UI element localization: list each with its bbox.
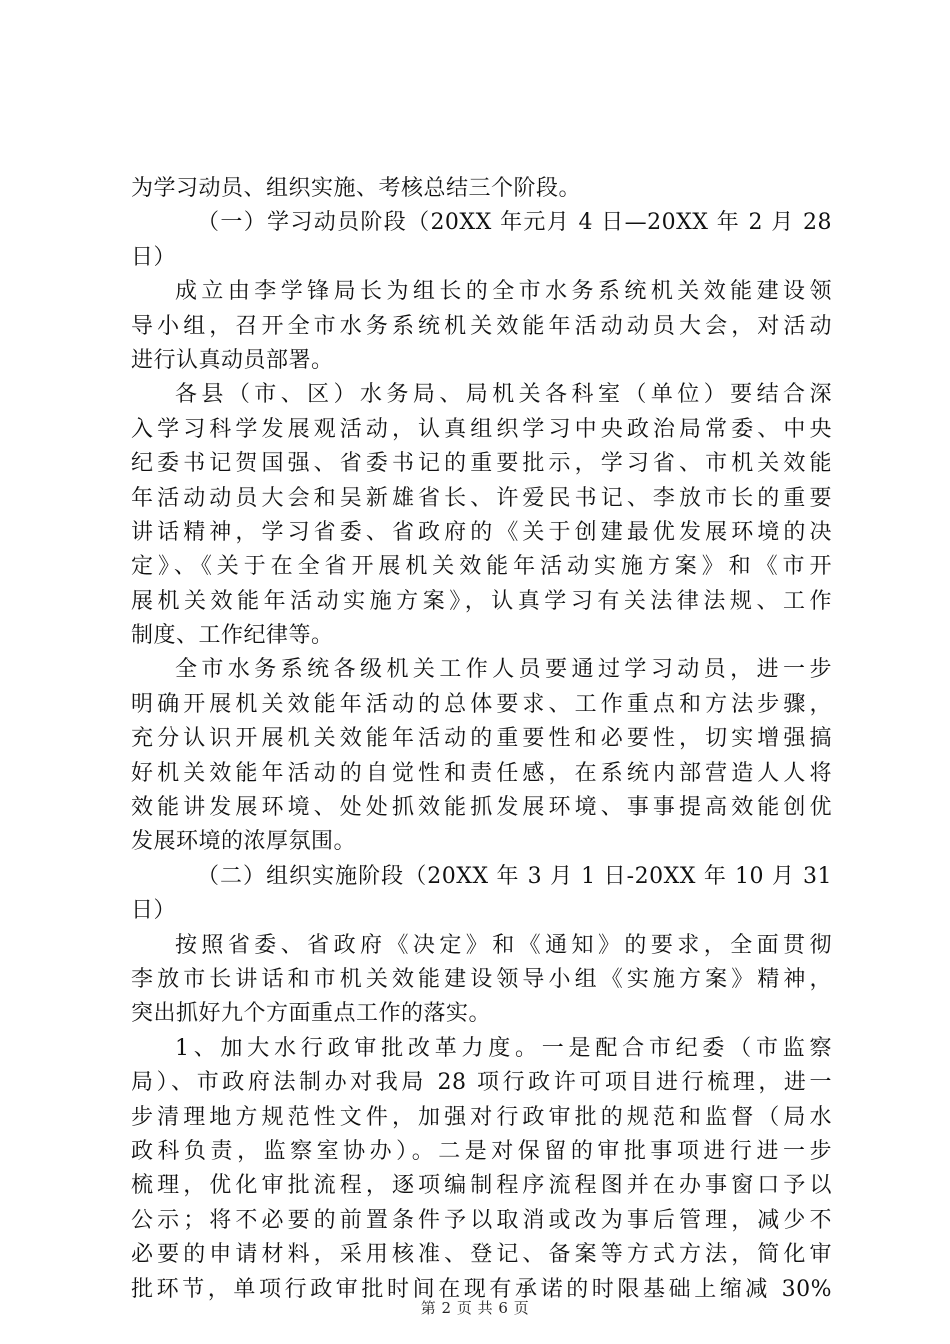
paragraph-line: 效能讲发展环境、处处抓效能抓发展环境、事事提高效能创优 bbox=[131, 795, 832, 821]
paragraph-line: 梳理，优化审批流程，逐项编制程序流程图并在办事窗口予以 bbox=[131, 1173, 832, 1199]
paragraph-line: 好机关效能年活动的自觉性和责任感，在系统内部营造人人将 bbox=[131, 760, 832, 786]
paragraph-line: 进行认真动员部署。 bbox=[131, 347, 334, 373]
paragraph-line: 1、加大水行政审批改革力度。一是配合市纪委（市监察 bbox=[175, 1035, 832, 1061]
paragraph-line: 各县（市、区）水务局、局机关各科室（单位）要结合深 bbox=[175, 382, 832, 408]
section-heading: （一）学习动员阶段（20XX 年元月 4 日—20XX 年 2 月 28 bbox=[197, 210, 832, 236]
paragraph-line: 全市水务系统各级机关工作人员要通过学习动员，进一步 bbox=[175, 657, 832, 683]
paragraph-line: 公示；将不必要的前置条件予以取消或改为事后管理，减少不 bbox=[131, 1207, 832, 1233]
paragraph-line: 明确开展机关效能年活动的总体要求、工作重点和方法步骤， bbox=[131, 691, 832, 717]
paragraph-line: 按照省委、省政府《决定》和《通知》的要求，全面贯彻 bbox=[175, 932, 832, 958]
paragraph-line: 定》、《关于在全省开展机关效能年活动实施方案》和《市开 bbox=[131, 554, 832, 580]
text-line: 日） bbox=[131, 898, 177, 924]
document-body bbox=[131, 172, 832, 1307]
paragraph-line: 步清理地方规范性文件，加强对行政审批的规范和监督（局水 bbox=[131, 1104, 832, 1130]
paragraph-line: 制度、工作纪律等。 bbox=[131, 623, 334, 649]
paragraph-line: 局）、市政府法制办对我局 28 项行政许可项目进行梳理，进一 bbox=[131, 1070, 832, 1096]
paragraph-line: 突出抓好九个方面重点工作的落实。 bbox=[131, 1001, 492, 1027]
paragraph-line: 展机关效能年活动实施方案》，认真学习有关法律法规、工作 bbox=[131, 588, 832, 614]
paragraph-line: 必要的申请材料，采用核准、登记、备案等方式方法，简化审 bbox=[131, 1242, 832, 1268]
paragraph-line: 批环节，单项行政审批时间在现有承诺的时限基础上缩减 30% bbox=[131, 1276, 832, 1302]
paragraph-line: 李放市长讲话和市机关效能建设领导小组《实施方案》精神， bbox=[131, 966, 832, 992]
paragraph-line: 讲话精神，学习省委、省政府的《关于创建最优发展环境的决 bbox=[131, 519, 832, 545]
text-line: 为学习动员、组织实施、考核总结三个阶段。 bbox=[131, 176, 582, 201]
paragraph-line: 发展环境的浓厚氛围。 bbox=[131, 829, 357, 855]
paragraph-line: 政科负责，监察室协办）。二是对保留的审批事项进行进一步 bbox=[131, 1138, 832, 1164]
paragraph-line: 入学习科学发展观活动，认真组织学习中央政治局常委、中央 bbox=[131, 416, 832, 442]
page-number-footer: 第 2 页 共 6 页 bbox=[420, 1299, 530, 1317]
paragraph-line: 纪委书记贺国强、省委书记的重要批示，学习省、市机关效能 bbox=[131, 451, 832, 477]
section-heading: （二）组织实施阶段（20XX 年 3 月 1 日-20XX 年 10 月 31 bbox=[197, 863, 832, 889]
paragraph-line: 导小组，召开全市水务系统机关效能年活动动员大会，对活动 bbox=[131, 313, 832, 339]
paragraph-line: 年活动动员大会和吴新雄省长、许爱民书记、李放市长的重要 bbox=[131, 485, 832, 511]
paragraph-line: 充分认识开展机关效能年活动的重要性和必要性，切实增强搞 bbox=[131, 726, 832, 752]
text-line: 日） bbox=[131, 244, 177, 270]
paragraph-line: 成立由李学锋局长为组长的全市水务系统机关效能建设领 bbox=[175, 279, 832, 305]
